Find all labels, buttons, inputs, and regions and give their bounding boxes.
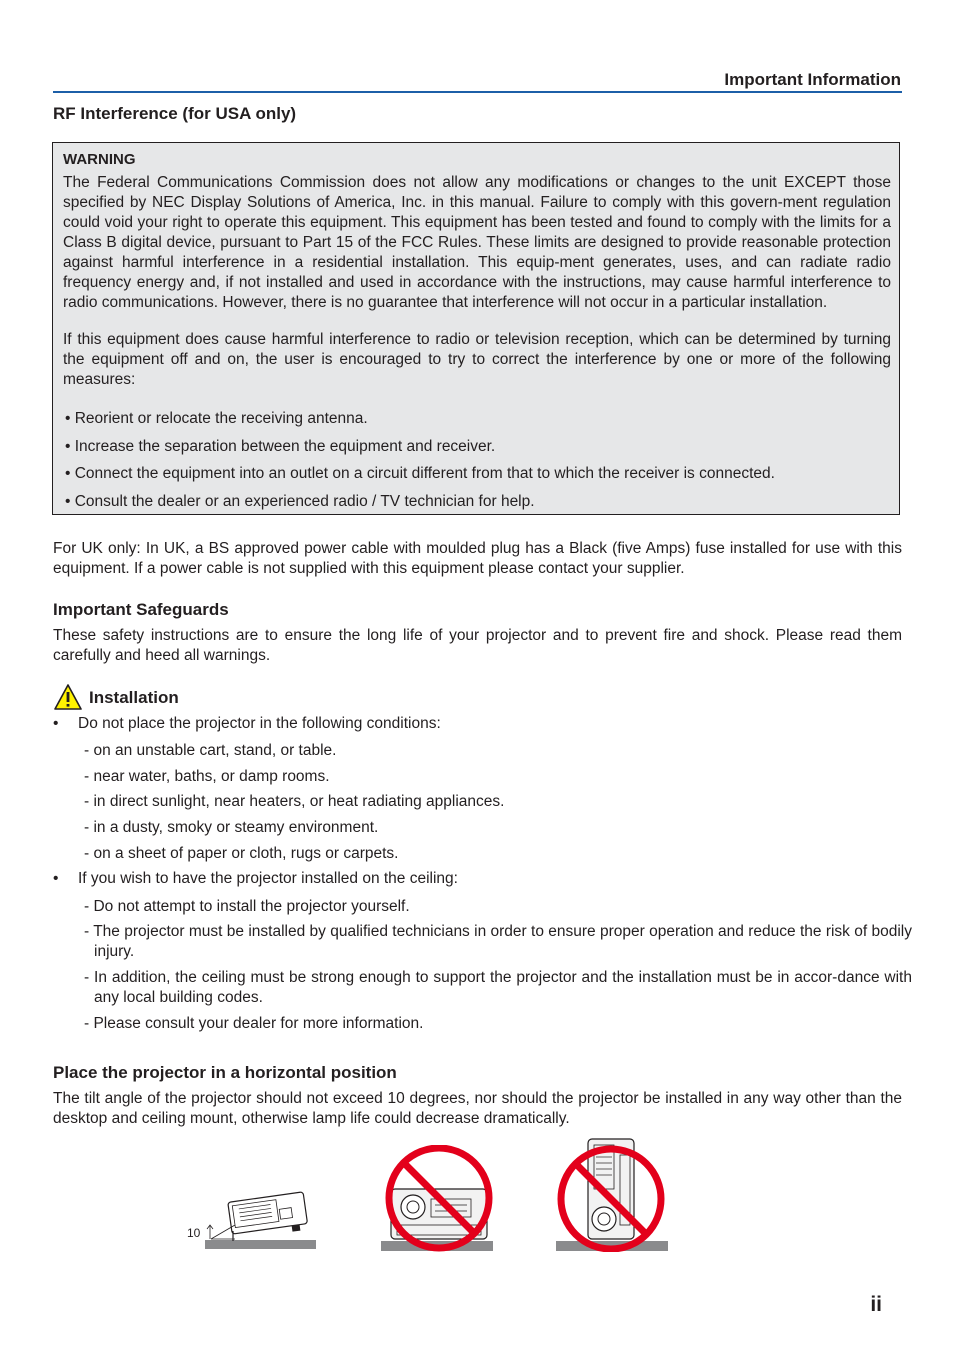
list-item: • Increase the separation between the equipment and receiver. xyxy=(65,437,496,455)
bullet: • xyxy=(53,870,59,887)
condition-item: - on a sheet of paper or cloth, rugs or carpets. xyxy=(84,845,399,862)
angle-label: 10 xyxy=(187,1226,201,1240)
ceiling-item: - Please consult your dealer for more information. xyxy=(84,1015,424,1032)
rf-heading: RF Interference (for USA only) xyxy=(53,104,297,123)
installation-heading: Installation xyxy=(89,688,179,707)
list-item: • Reorient or relocate the receiving antenna. xyxy=(65,410,368,427)
item-text: If you wish to have the projector installed on the ceiling: xyxy=(78,870,458,887)
horizontal-heading: Place the projector in a horizontal position xyxy=(53,1063,397,1082)
safeguards-heading: Important Safeguards xyxy=(53,600,229,619)
warning-paragraph-2: If this equipment does cause harmful interference to radio or television reception, which can be determined by turning the equipment off and on, the user is encouraged to try to correct the interference by one or more of the following measures: xyxy=(63,331,891,388)
horizontal-text: The tilt angle of the projector should not exceed 10 degrees, nor should the projector be installed in any way other than the desktop and ceiling mount, otherwise lamp life could decrease dramatically. xyxy=(53,1090,902,1127)
safeguards-intro: These safety instructions are to ensure the long life of your projector and to prevent fire and shock. Please read them carefully and heed all warnings. xyxy=(53,627,902,664)
condition-item: - in a dusty, smoky or steamy environment. xyxy=(84,819,379,836)
warning-triangle-icon xyxy=(54,684,82,715)
ceiling-item: - The projector must be installed by qualified technicians in order to ensure proper operation and reduce the risk of bodily injury. xyxy=(84,923,912,960)
list-item: • Connect the equipment into an outlet on a circuit different from that to which the receiver is connected. xyxy=(65,465,775,483)
vertical-prohibited-illustration xyxy=(554,1135,670,1252)
uk-note: For UK only: In UK, a BS approved power cable with moulded plug has a Black (five Amps) fuse installed for use with this equipment. If a power cable is not supplied with this equipment please contact your supplier. xyxy=(53,540,902,577)
list-item: • Consult the dealer or an experienced radio / TV technician for help. xyxy=(65,492,535,510)
ceiling-item: - Do not attempt to install the projector yourself. xyxy=(84,898,410,915)
upside-down-prohibited-illustration xyxy=(379,1145,495,1252)
condition-item: - near water, baths, or damp rooms. xyxy=(84,768,330,785)
tilt-ok-illustration xyxy=(183,1185,318,1251)
bullet: • xyxy=(53,715,59,732)
warning-title: WARNING xyxy=(63,151,136,168)
warning-box xyxy=(52,142,900,515)
item-text: Do not place the projector in the following conditions: xyxy=(78,715,441,732)
header-rule xyxy=(53,91,902,93)
warning-paragraph-1: The Federal Communications Commission does not allow any modifications or changes to the unit EXCEPT those specified by NEC Display Solutions of America, Inc. in this manual. Failure to comply with this govern-ment regulation could void your right to operate this equipment. This equipment has been tested and found to comply with the limits for a Class B digital device, pursuant to Part 15 of the FCC Rules. These limits are designed to provide reasonable protection against harmful interference in a residential installation. This equip-ment generates, uses, and can radiate radio frequency energy and, if not installed and used in accordance with the instructions, may cause harmful interference to radio communications. However, there is no guarantee that interference will not occur in a particular installation. xyxy=(63,174,891,311)
condition-item: - in direct sunlight, near heaters, or heat radiating appliances. xyxy=(84,793,505,810)
running-header: Important Information xyxy=(724,70,901,89)
condition-item: - on an unstable cart, stand, or table. xyxy=(84,742,337,759)
measures-list xyxy=(65,409,775,519)
page-number: ii xyxy=(870,1293,882,1316)
ceiling-item: - In addition, the ceiling must be strong enough to support the projector and the installation must be in accor-dance with any local building codes. xyxy=(84,969,912,1006)
